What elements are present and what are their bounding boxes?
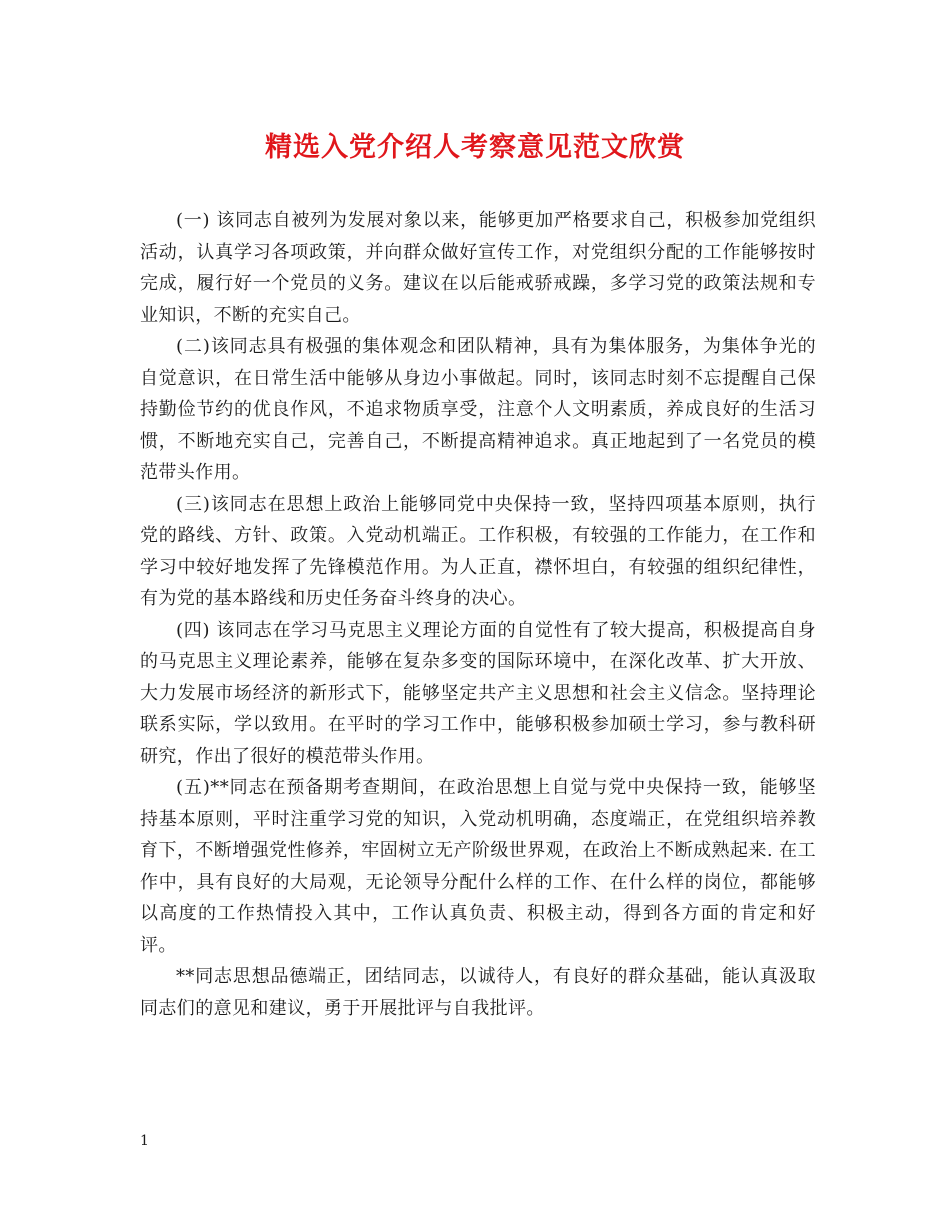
page-number: 1 — [140, 1133, 149, 1149]
paragraph-5: (五)**同志在预备期考查期间，在政治思想上自觉与党中央保持一致，能够坚持基本原则，平时注重学习党的知识，入党动机明确，态度端正，在党组织培养教育下，不断增强党性修养，牢固树立无产阶级世界观，在政治上不断成熟起来. 在工作中，具有良好的大局观，无论领导分配什么样的工作、在什么样的岗位，都能够以高度的工作热情投入其中，工作认真负责、积极主动，得到各方面的肯定和好评。 — [140, 777, 816, 956]
paragraph-3: (三)该同志在思想上政治上能够同党中央保持一致，坚持四项基本原则，执行党的路线、方针、政策。入党动机端正。工作积极，有较强的工作能力，在工作和学习中较好地发挥了先锋模范作用。为人正直，襟怀坦白，有较强的组织纪律性，有为党的基本路线和历史任务奋斗终身的决心。 — [140, 493, 816, 609]
paragraph-1: (一) 该同志自被列为发展对象以来，能够更加严格要求自己，积极参加党组织活动，认真学习各项政策，并向群众做好宣传工作，对党组织分配的工作能够按时完成，履行好一个党员的义务。建议在以后能戒骄戒躁，多学习党的政策法规和专业知识，不断的充实自己。 — [140, 210, 816, 326]
document-body — [140, 205, 816, 1024]
paragraph-4: (四) 该同志在学习马克思主义理论方面的自觉性有了较大提高，积极提高自身的马克思主义理论素养，能够在复杂多变的国际环境中，在深化改革、扩大开放、大力发展市场经济的新形式下，能够坚定共产主义思想和社会主义信念。坚持理论联系实际，学以致用。在平时的学习工作中，能够积极参加硕士学习，参与教科研研究，作出了很好的模范带头作用。 — [140, 619, 816, 767]
paragraph-2: (二)该同志具有极强的集体观念和团队精神，具有为集体服务，为集体争光的自觉意识，在日常生活中能够从身边小事做起。同时，该同志时刻不忘提醒自己保持勤俭节约的优良作风，不追求物质享受，注意个人文明素质，养成良好的生活习惯，不断地充实自己，完善自己，不断提高精神追求。真正地起到了一名党员的模范带头作用。 — [140, 336, 816, 483]
paragraph-6: **同志思想品德端正，团结同志，以诚待人，有良好的群众基础，能认真汲取同志们的意见和建议，勇于开展批评与自我批评。 — [140, 966, 816, 1019]
document-title: 精选入党介绍人考察意见范文欣赏 — [265, 132, 685, 163]
